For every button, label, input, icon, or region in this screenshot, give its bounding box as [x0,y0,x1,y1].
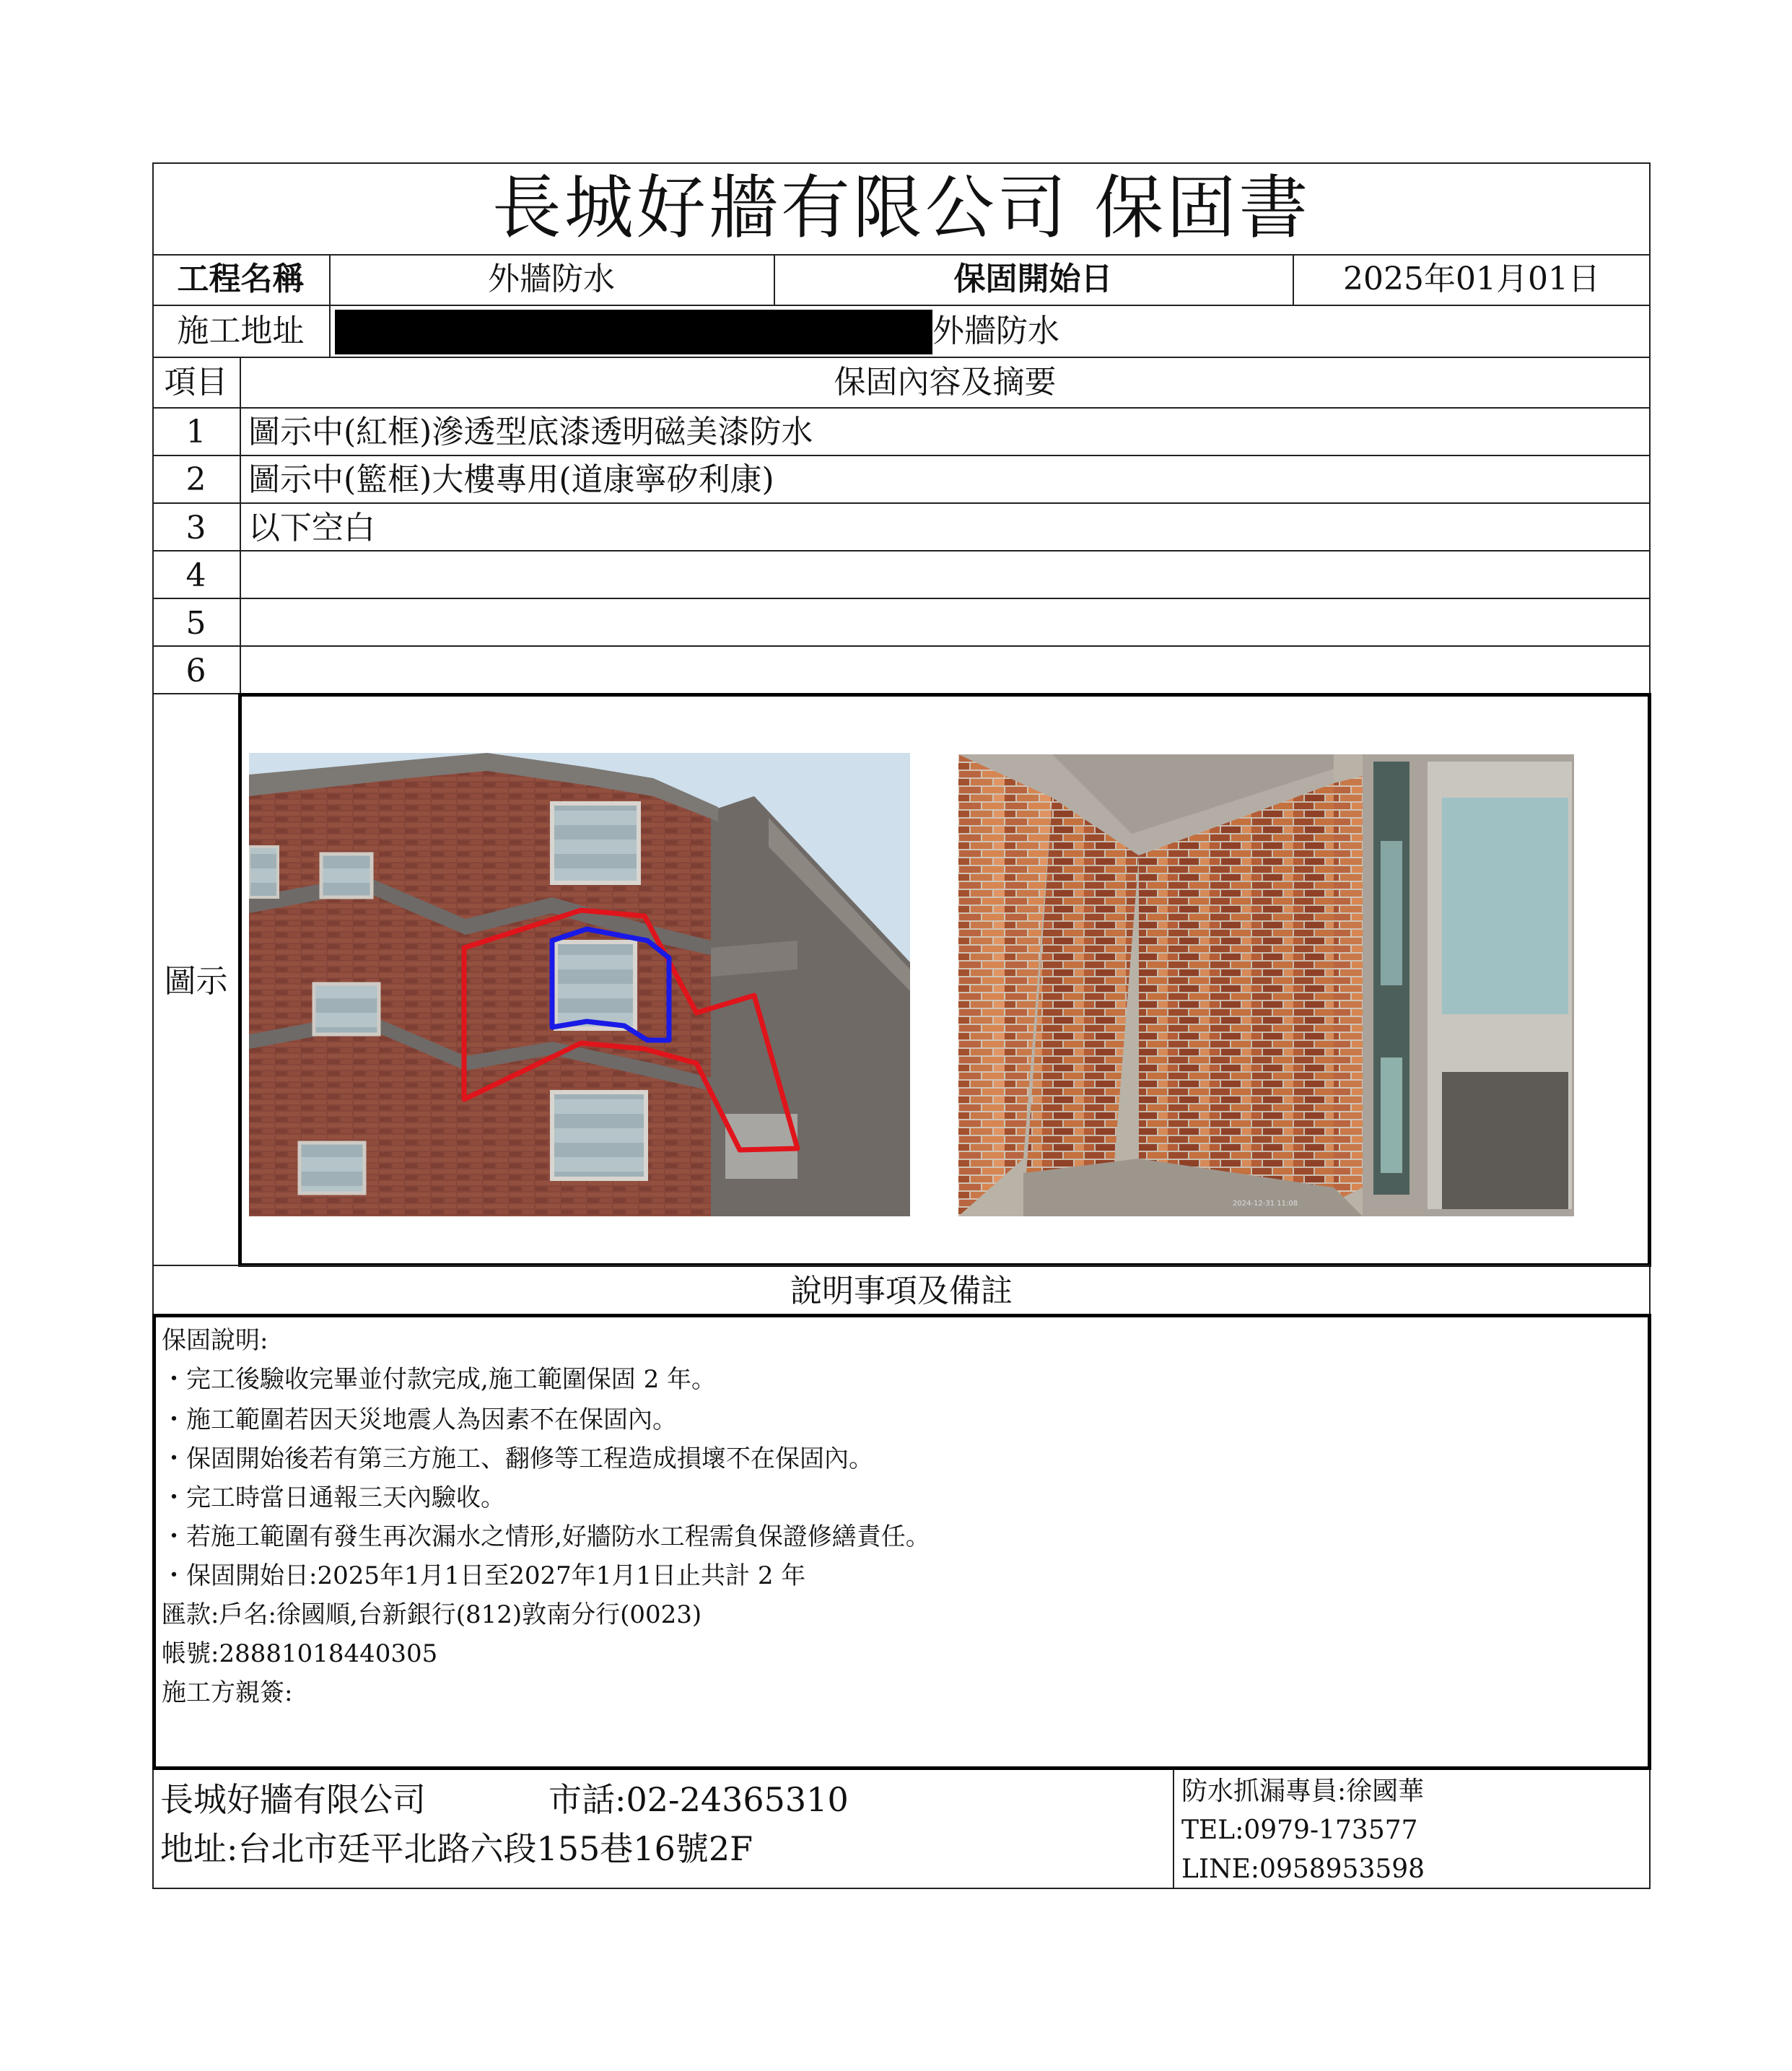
figure-label: 圖示 [164,963,228,1000]
footer-company: 長城好牆有限公司 [160,1780,426,1819]
item-no-1: 1 [185,414,206,450]
item-no-3: 3 [185,510,206,546]
warranty-start-value: 2025年01月01日 [1343,261,1600,297]
item-no-2: 2 [185,461,206,498]
page-title: 長城好牆有限公司 保固書 [491,167,1311,248]
footer-tel: TEL:0979-173577 [1181,1815,1418,1845]
item-text-2: 圖示中(籃框)大樓專用(道康寧矽利康) [248,461,774,498]
item-no-6: 6 [185,653,206,689]
address-suffix: 外牆防水 [932,313,1059,349]
notes-title: 保固說明: [162,1326,268,1355]
notes-bullet-1: ・完工後驗收完畢並付款完成,施工範圍保固 2 年。 [162,1365,717,1394]
notes-header: 說明事項及備註 [790,1273,1013,1309]
item-text-3: 以下空白 [248,510,375,546]
footer-address: 地址:台北市廷平北路六段155巷16號2F [160,1829,753,1868]
items-header-content: 保固內容及摘要 [834,364,1057,401]
building-facade-photo [249,753,910,1216]
address-redaction [335,310,932,354]
remittance-info: 匯款:戶名:徐國順,台新銀行(812)敦南分行(0023) [162,1600,702,1629]
footer-line: LINE:0958953598 [1181,1854,1425,1884]
notes-bullet-5: ・若施工範圍有發生再次漏水之情形,好牆防水工程需負保證修繕責任。 [162,1522,930,1551]
address-label: 施工地址 [177,313,305,349]
footer-phone: 市話:02-24365310 [548,1780,849,1819]
item-no-4: 4 [185,557,206,594]
project-name-label: 工程名稱 [177,261,305,297]
items-header-label: 項目 [164,364,228,401]
warranty-start-label: 保固開始日 [953,261,1113,297]
item-text-1: 圖示中(紅框)滲透型底漆透明磁美漆防水 [248,414,813,450]
signature-label: 施工方親簽: [162,1678,293,1707]
notes-bullet-4: ・完工時當日通報三天內驗收。 [162,1483,505,1512]
brick-corner-photo [958,754,1574,1216]
notes-bullet-3: ・保固開始後若有第三方施工、翻修等工程造成損壞不在保固內。 [162,1444,873,1473]
account-number: 帳號:28881018440305 [162,1639,438,1668]
notes-bullet-2: ・施工範圍若因天災地震人為因素不在保固內。 [162,1405,677,1434]
photo-timestamp: 2024-12-31 11:08 [1233,1200,1298,1208]
notes-bullet-6: ・保固開始日:2025年1月1日至2027年1月1日止共計 2 年 [162,1561,806,1590]
item-no-5: 5 [185,605,206,642]
project-name-value: 外牆防水 [488,261,615,297]
footer-specialist: 防水抓漏專員:徐國華 [1181,1776,1425,1806]
